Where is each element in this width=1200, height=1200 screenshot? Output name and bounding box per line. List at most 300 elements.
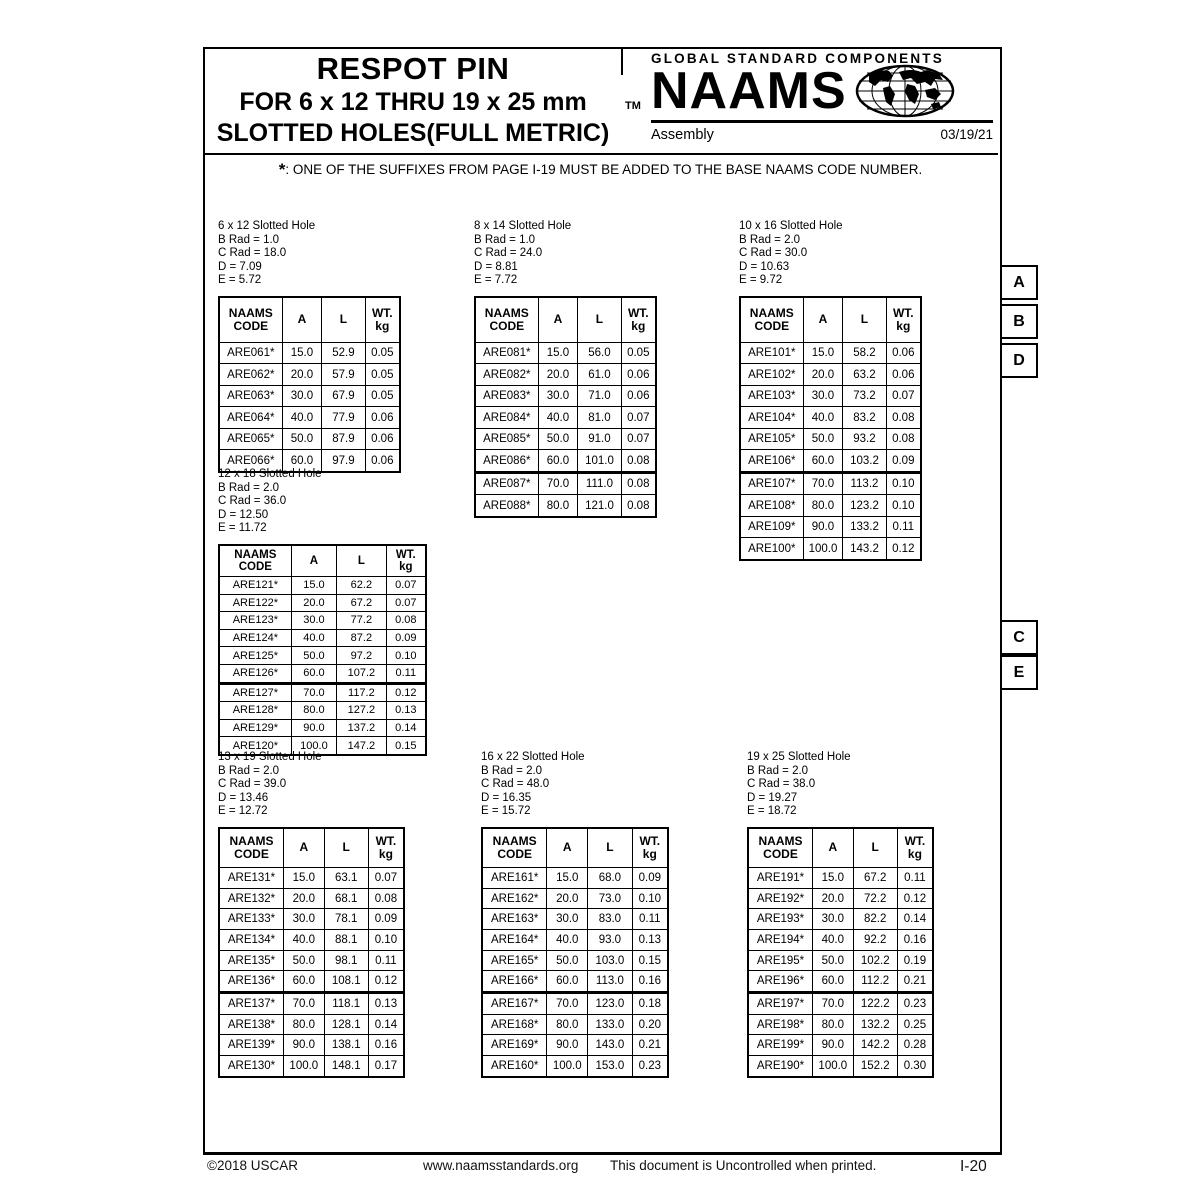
value-cell: 122.2 [853,993,897,1015]
naams-code-cell: ARE198* [748,1014,813,1035]
header-row [482,828,668,868]
value-cell: 83.0 [588,909,632,930]
naams-code-cell: ARE162* [482,888,547,909]
value-cell: 0.19 [897,950,933,971]
value-cell: 121.0 [578,495,621,517]
value-cell: 77.9 [322,407,365,429]
value-cell: 0.05 [621,342,656,364]
value-cell: 20.0 [282,364,322,386]
value-cell: 98.1 [324,950,368,971]
column-header: NAAMS CODE [219,828,284,868]
naams-code-cell: ARE086* [475,450,538,473]
column-header: NAAMS CODE [219,297,282,343]
value-cell: 0.11 [632,909,668,930]
value-cell: 0.13 [632,930,668,951]
value-cell: 71.0 [578,385,621,407]
spec-line: B Rad = 1.0 [474,233,536,246]
value-cell: 60.0 [291,664,336,683]
value-cell: 137.2 [337,719,386,737]
value-cell: 40.0 [813,930,854,951]
value-cell: 0.07 [386,576,426,594]
value-cell: 68.1 [324,888,368,909]
value-cell: 97.2 [337,647,386,665]
table-row [475,428,656,450]
value-cell: 0.12 [897,888,933,909]
naams-code-cell: ARE106* [740,450,803,473]
value-cell: 20.0 [538,364,578,386]
column-header: WT. kg [632,828,668,868]
value-cell: 60.0 [813,971,854,993]
value-cell: 60.0 [538,450,578,473]
value-cell: 138.1 [324,1035,368,1056]
table-row [219,407,400,429]
naams-code-cell: ARE126* [219,664,291,683]
naams-code-cell: ARE135* [219,950,284,971]
value-cell: 93.0 [588,930,632,951]
value-cell: 0.11 [368,950,404,971]
value-cell: 40.0 [538,407,578,429]
spec-line: E = 15.72 [481,805,531,818]
data-table [739,296,922,561]
table-row [482,950,668,971]
table-row [219,909,404,930]
table-section-19x25 [747,751,934,1078]
table-section-8x14 [474,220,657,518]
value-cell: 0.08 [886,407,921,429]
spec-line: D = 16.35 [481,791,532,804]
value-cell: 0.28 [897,1035,933,1056]
side-tab-d: D [1000,343,1038,378]
value-cell: 77.2 [337,612,386,630]
spec-line: D = 19.27 [747,791,798,804]
value-cell: 0.08 [886,428,921,450]
value-cell: 0.05 [365,342,400,364]
value-cell: 30.0 [538,385,578,407]
spec-line: D = 12.50 [218,508,269,521]
value-cell: 100.0 [803,538,843,560]
website-link[interactable]: www.naamsstandards.org [423,1158,579,1173]
value-cell: 91.0 [578,428,621,450]
naams-code-cell: ARE166* [482,971,547,993]
value-cell: 52.9 [322,342,365,364]
value-cell: 70.0 [803,472,843,495]
column-header: L [322,297,365,343]
column-header: NAAMS CODE [740,297,803,343]
value-cell: 90.0 [291,719,336,737]
naams-code-cell: ARE108* [740,495,803,517]
table-row [482,867,668,888]
value-cell: 0.08 [621,450,656,473]
data-table [474,296,657,518]
data-table [218,296,401,473]
value-cell: 40.0 [291,629,336,647]
value-cell: 0.06 [621,385,656,407]
naams-code-cell: ARE169* [482,1035,547,1056]
value-cell: 15.0 [803,342,843,364]
value-cell: 80.0 [284,1014,325,1035]
column-header: L [337,545,386,577]
value-cell: 68.0 [588,867,632,888]
table-row [219,719,426,737]
naams-code-cell: ARE127* [219,683,291,702]
table-row [740,385,921,407]
value-cell: 101.0 [578,450,621,473]
column-header: A [538,297,578,343]
value-cell: 0.21 [897,971,933,993]
value-cell: 80.0 [538,495,578,517]
header-row [219,828,404,868]
value-cell: 0.07 [621,428,656,450]
value-cell: 0.14 [386,719,426,737]
table-row [740,495,921,517]
value-cell: 20.0 [813,888,854,909]
header-row [740,297,921,343]
value-cell: 93.2 [843,428,886,450]
spec-line: E = 7.72 [474,274,518,287]
value-cell: 50.0 [284,950,325,971]
naams-code-cell: ARE191* [748,867,813,888]
data-table [218,827,405,1078]
value-cell: 78.1 [324,909,368,930]
value-cell: 90.0 [547,1035,588,1056]
table-row [475,495,656,517]
naams-code-cell: ARE082* [475,364,538,386]
value-cell: 70.0 [291,683,336,702]
naams-code-cell: ARE085* [475,428,538,450]
value-cell: 100.0 [547,1056,588,1077]
value-cell: 0.15 [386,737,426,755]
naams-code-cell: ARE136* [219,971,284,993]
table-row [475,385,656,407]
table-row [482,930,668,951]
table-row [219,702,426,720]
table-row [219,612,426,630]
value-cell: 0.08 [368,888,404,909]
value-cell: 0.10 [886,495,921,517]
table-row [219,971,404,993]
value-cell: 90.0 [284,1035,325,1056]
table-row [748,909,933,930]
naams-code-cell: ARE065* [219,428,282,450]
naams-code-cell: ARE087* [475,472,538,495]
value-cell: 0.08 [621,472,656,495]
spec-line: E = 9.72 [739,274,783,287]
table-row [482,909,668,930]
naams-code-cell: ARE125* [219,647,291,665]
value-cell: 81.0 [578,407,621,429]
naams-code-cell: ARE194* [748,930,813,951]
table-title: 16 x 22 Slotted Hole [481,751,585,763]
value-cell: 56.0 [578,342,621,364]
value-cell: 0.06 [886,364,921,386]
value-cell: 0.08 [386,612,426,630]
naams-wordmark: NAAMS [651,62,847,120]
value-cell: 152.2 [853,1056,897,1077]
value-cell: 108.1 [324,971,368,993]
value-cell: 15.0 [282,342,322,364]
value-cell: 80.0 [547,1014,588,1035]
value-cell: 0.25 [897,1014,933,1035]
naams-code-cell: ARE100* [740,538,803,560]
spec-line: C Rad = 48.0 [481,778,550,791]
value-cell: 123.2 [843,495,886,517]
value-cell: 40.0 [803,407,843,429]
value-cell: 73.2 [843,385,886,407]
spec-line: C Rad = 30.0 [739,247,808,260]
table-title: 8 x 14 Slotted Hole [474,220,572,232]
logo-rule [651,120,993,123]
value-cell: 61.0 [578,364,621,386]
value-cell: 88.1 [324,930,368,951]
spec-line: E = 11.72 [218,522,267,535]
value-cell: 0.06 [365,428,400,450]
column-header: L [843,297,886,343]
value-cell: 0.16 [632,971,668,993]
value-cell: 50.0 [547,950,588,971]
header-row [219,545,426,577]
header-row [219,297,400,343]
spec-line: C Rad = 24.0 [474,247,543,260]
page-number: I-20 [960,1158,987,1175]
value-cell: 15.0 [284,867,325,888]
value-cell: 143.0 [588,1035,632,1056]
spec-line: D = 7.09 [218,260,262,273]
table-title: 13 x 19 Slotted Hole [218,751,322,763]
naams-code-cell: ARE163* [482,909,547,930]
value-cell: 128.1 [324,1014,368,1035]
table-row [475,407,656,429]
naams-code-cell: ARE122* [219,594,291,612]
column-header: NAAMS CODE [219,545,291,577]
table-row [219,993,404,1015]
naams-code-cell: ARE081* [475,342,538,364]
spec-line: C Rad = 18.0 [218,247,287,260]
value-cell: 102.2 [853,950,897,971]
naams-code-cell: ARE168* [482,1014,547,1035]
table-row [740,342,921,364]
logo-tagline: GLOBAL STANDARD COMPONENTS [651,51,944,66]
naams-code-cell: ARE134* [219,930,284,951]
value-cell: 0.13 [386,702,426,720]
table-row [219,364,400,386]
table-row [219,576,426,594]
naams-code-cell: ARE124* [219,629,291,647]
globe-icon [855,64,955,118]
value-cell: 80.0 [803,495,843,517]
column-header: L [324,828,368,868]
header [203,47,998,155]
value-cell: 0.09 [632,867,668,888]
table-section-12x18 [218,468,427,756]
value-cell: 143.2 [843,538,886,560]
value-cell: 80.0 [813,1014,854,1035]
value-cell: 20.0 [284,888,325,909]
table-row [219,1014,404,1035]
value-cell: 0.10 [632,888,668,909]
value-cell: 50.0 [282,428,322,450]
table-row [748,888,933,909]
trademark-mark: TM [625,100,641,112]
table-row [482,993,668,1015]
table-row [748,950,933,971]
value-cell: 100.0 [291,737,336,755]
side-tab-c: C [1000,620,1038,655]
naams-code-cell: ARE088* [475,495,538,517]
value-cell: 60.0 [803,450,843,473]
suffix-note-text: : ONE OF THE SUFFIXES FROM PAGE I-19 MUST BE ADDED TO THE BASE NAAMS CODE NUMBER. [285,162,923,177]
naams-code-cell: ARE167* [482,993,547,1015]
value-cell: 103.2 [843,450,886,473]
assembly-label: Assembly [651,127,714,143]
value-cell: 111.0 [578,472,621,495]
naams-code-cell: ARE193* [748,909,813,930]
table-row [475,472,656,495]
naams-code-cell: ARE137* [219,993,284,1015]
suffix-note [203,160,998,180]
side-tab-a: A [1000,265,1038,300]
value-cell: 90.0 [813,1035,854,1056]
table-section-6x12 [218,220,401,473]
value-cell: 63.1 [324,867,368,888]
table-row [219,1056,404,1077]
value-cell: 87.2 [337,629,386,647]
table-row [482,1035,668,1056]
table-row [740,407,921,429]
naams-code-cell: ARE062* [219,364,282,386]
value-cell: 0.12 [368,971,404,993]
table-row [748,867,933,888]
table-row [219,342,400,364]
table-row [219,930,404,951]
table-row [482,1014,668,1035]
value-cell: 0.18 [632,993,668,1015]
naams-code-cell: ARE128* [219,702,291,720]
value-cell: 92.2 [853,930,897,951]
table-row [219,428,400,450]
value-cell: 100.0 [813,1056,854,1077]
table-row [740,538,921,560]
table-row [219,950,404,971]
spec-line: E = 18.72 [747,805,797,818]
column-header: NAAMS CODE [748,828,813,868]
naams-code-cell: ARE192* [748,888,813,909]
value-cell: 60.0 [284,971,325,993]
spec-line: C Rad = 36.0 [218,495,287,508]
value-cell: 0.16 [897,930,933,951]
value-cell: 63.2 [843,364,886,386]
table-row [748,1014,933,1035]
column-header: WT. kg [621,297,656,343]
naams-code-cell: ARE083* [475,385,538,407]
table-row [740,472,921,495]
naams-code-cell: ARE131* [219,867,284,888]
value-cell: 87.9 [322,428,365,450]
footer [0,1158,1200,1188]
value-cell: 107.2 [337,664,386,683]
header-divider [621,47,623,75]
naams-code-cell: ARE103* [740,385,803,407]
table-row [748,993,933,1015]
spec-line: D = 13.46 [218,791,269,804]
value-cell: 0.05 [365,364,400,386]
table-row [748,1056,933,1077]
naams-logo [651,51,993,143]
value-cell: 113.0 [588,971,632,993]
table-row [219,683,426,702]
table-row [475,364,656,386]
table-row [740,364,921,386]
header-row [475,297,656,343]
table-row [740,428,921,450]
value-cell: 30.0 [813,909,854,930]
naams-code-cell: ARE107* [740,472,803,495]
table-row [475,450,656,473]
value-cell: 40.0 [284,930,325,951]
value-cell: 50.0 [813,950,854,971]
column-header: L [853,828,897,868]
table-row [475,342,656,364]
value-cell: 0.06 [365,450,400,472]
naams-code-cell: ARE120* [219,737,291,755]
naams-code-cell: ARE139* [219,1035,284,1056]
value-cell: 0.12 [886,538,921,560]
table-row [748,930,933,951]
title-block [203,51,623,149]
value-cell: 15.0 [538,342,578,364]
table-row [219,888,404,909]
table-row [219,1035,404,1056]
value-cell: 15.0 [813,867,854,888]
uncontrolled-notice: This document is Uncontrolled when printed. [610,1158,877,1173]
value-cell: 0.10 [386,647,426,665]
naams-code-cell: ARE123* [219,612,291,630]
table-row [219,647,426,665]
value-cell: 0.10 [886,472,921,495]
table-row [219,594,426,612]
column-header: L [588,828,632,868]
table-row [748,1035,933,1056]
value-cell: 0.07 [621,407,656,429]
header-row [748,828,933,868]
value-cell: 20.0 [547,888,588,909]
value-cell: 0.21 [632,1035,668,1056]
table-row [219,664,426,683]
column-header: A [813,828,854,868]
naams-code-cell: ARE066* [219,450,282,472]
value-cell: 0.30 [897,1056,933,1077]
column-header: L [578,297,621,343]
value-cell: 0.06 [365,407,400,429]
value-cell: 0.09 [368,909,404,930]
value-cell: 0.23 [632,1056,668,1077]
naams-code-cell: ARE129* [219,719,291,737]
page-subtitle-range: FOR 6 x 12 THRU 19 x 25 mm [239,88,587,116]
table-title: 6 x 12 Slotted Hole [218,220,316,232]
value-cell: 62.2 [337,576,386,594]
naams-code-cell: ARE133* [219,909,284,930]
column-header: NAAMS CODE [475,297,538,343]
table-row [219,629,426,647]
value-cell: 82.2 [853,909,897,930]
value-cell: 83.2 [843,407,886,429]
value-cell: 50.0 [803,428,843,450]
value-cell: 67.2 [853,867,897,888]
value-cell: 127.2 [337,702,386,720]
value-cell: 50.0 [291,647,336,665]
spec-line: B Rad = 2.0 [218,481,280,494]
data-table [747,827,934,1078]
naams-code-cell: ARE190* [748,1056,813,1077]
